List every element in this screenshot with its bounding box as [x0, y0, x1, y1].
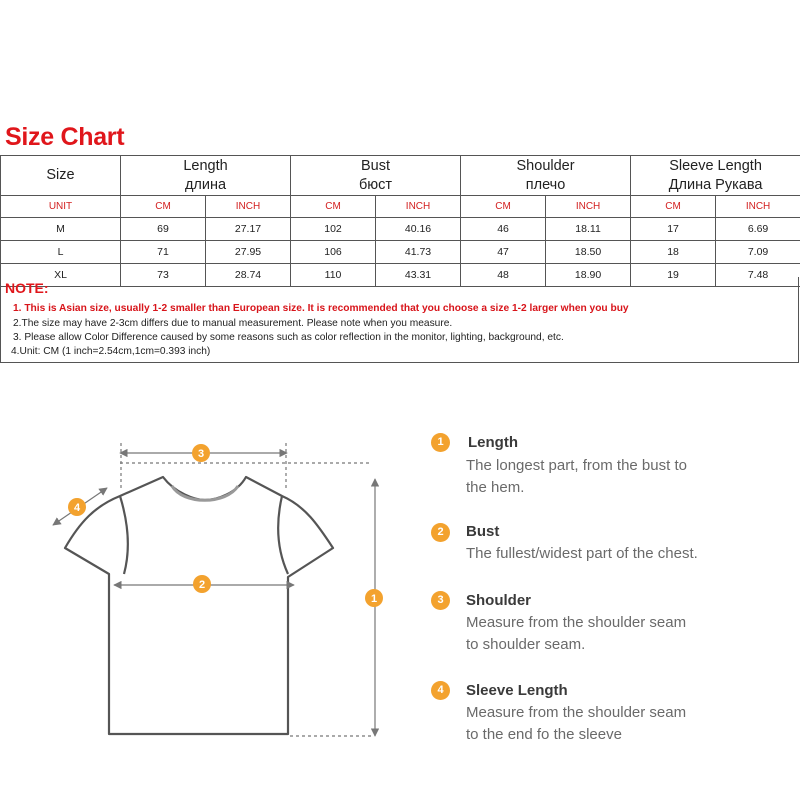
marker-1 [365, 589, 383, 607]
unit-label: UNIT [1, 196, 121, 218]
legend-number-1: 1 [431, 433, 450, 452]
table-cell: 71 [121, 241, 206, 264]
unit-cm: CM [291, 196, 376, 218]
legend-title-shoulder: Shoulder [466, 592, 532, 609]
table-cell: 7.48 [716, 264, 800, 287]
table-cell: 73 [121, 264, 206, 287]
measure-lines [53, 443, 378, 736]
size-cell: XL [1, 264, 121, 287]
marker-3 [192, 444, 210, 462]
svg-text:4: 4 [73, 502, 81, 514]
table-cell: 48 [461, 264, 546, 287]
table-cell: 27.95 [206, 241, 291, 264]
legend-desc-bust-1: The fullest/widest part of the chest. [466, 545, 698, 562]
unit-cm: CM [461, 196, 546, 218]
table-cell: 18.90 [546, 264, 631, 287]
svg-text:3: 3 [197, 448, 205, 460]
table-cell: 43.31 [376, 264, 461, 287]
tshirt-outline [65, 477, 333, 734]
table-cell: 6.69 [716, 218, 800, 241]
svg-text:2: 2 [198, 579, 206, 591]
legend-number-2: 2 [431, 523, 450, 542]
note-item: 3. Please allow Color Difference caused by some reasons such as color reflection in the monitor, lighting, background, etc. [13, 332, 564, 343]
table-cell: 40.16 [376, 218, 461, 241]
sleeve-length-header: Sleeve Length Длина Рукава [631, 156, 800, 196]
note-item: 2.The size may have 2-3cm differs due to manual measurement. Please note when you measure. [13, 318, 453, 329]
length-header: Length длина [121, 156, 291, 196]
unit-inch: INCH [206, 196, 291, 218]
marker-4 [68, 498, 86, 516]
table-cell: 106 [291, 241, 376, 264]
note-item: 4.Unit: CM (1 inch=2.54cm,1cm=0.393 inch) [11, 346, 211, 357]
table-cell: 18 [631, 241, 716, 264]
table-cell: 46 [461, 218, 546, 241]
unit-inch: INCH [546, 196, 631, 218]
shoulder-header: Shoulder плечо [461, 156, 631, 196]
table-cell: 27.17 [206, 218, 291, 241]
table-cell: 28.74 [206, 264, 291, 287]
table-cell: 41.73 [376, 241, 461, 264]
size-header: Size [1, 156, 121, 196]
marker-2 [193, 575, 211, 593]
table-cell: 17 [631, 218, 716, 241]
unit-inch: INCH [376, 196, 461, 218]
bust-header: Bust бюст [291, 156, 461, 196]
legend-desc-sleeve-1: Measure from the shoulder seam [466, 704, 687, 721]
legend-number-4: 4 [431, 681, 450, 700]
table-cell: 69 [121, 218, 206, 241]
size-chart-title: Size Chart [5, 123, 125, 151]
legend-desc-sleeve-2: to the end fo the sleeve [466, 726, 622, 743]
legend-desc-length-1: The longest part, from the bust to [466, 457, 687, 474]
size-cell: M [1, 218, 121, 241]
note-item: 1. This is Asian size, usually 1-2 smaller than European size. It is recommended that you choose a size 1-2 larger when you buy [13, 303, 629, 314]
unit-inch: INCH [716, 196, 800, 218]
table-cell: 19 [631, 264, 716, 287]
table-cell: 110 [291, 264, 376, 287]
legend-desc-length-2: the hem. [466, 479, 525, 496]
legend-title-bust: Bust [466, 523, 500, 540]
table-cell: 47 [461, 241, 546, 264]
table-cell: 18.50 [546, 241, 631, 264]
legend-desc-shoulder-1: Measure from the shoulder seam [466, 614, 687, 631]
legend-title-sleeve-length: Sleeve Length [466, 682, 568, 699]
table-cell: 102 [291, 218, 376, 241]
unit-cm: CM [121, 196, 206, 218]
svg-text:1: 1 [370, 593, 378, 605]
legend-desc-shoulder-2: to shoulder seam. [466, 636, 586, 653]
legend-number-3: 3 [431, 591, 450, 610]
size-cell: L [1, 241, 121, 264]
notes-title: NOTE: [5, 280, 49, 296]
table-cell: 18.11 [546, 218, 631, 241]
legend-title-length: Length [468, 434, 518, 451]
table-cell: 7.09 [716, 241, 800, 264]
unit-cm: CM [631, 196, 716, 218]
